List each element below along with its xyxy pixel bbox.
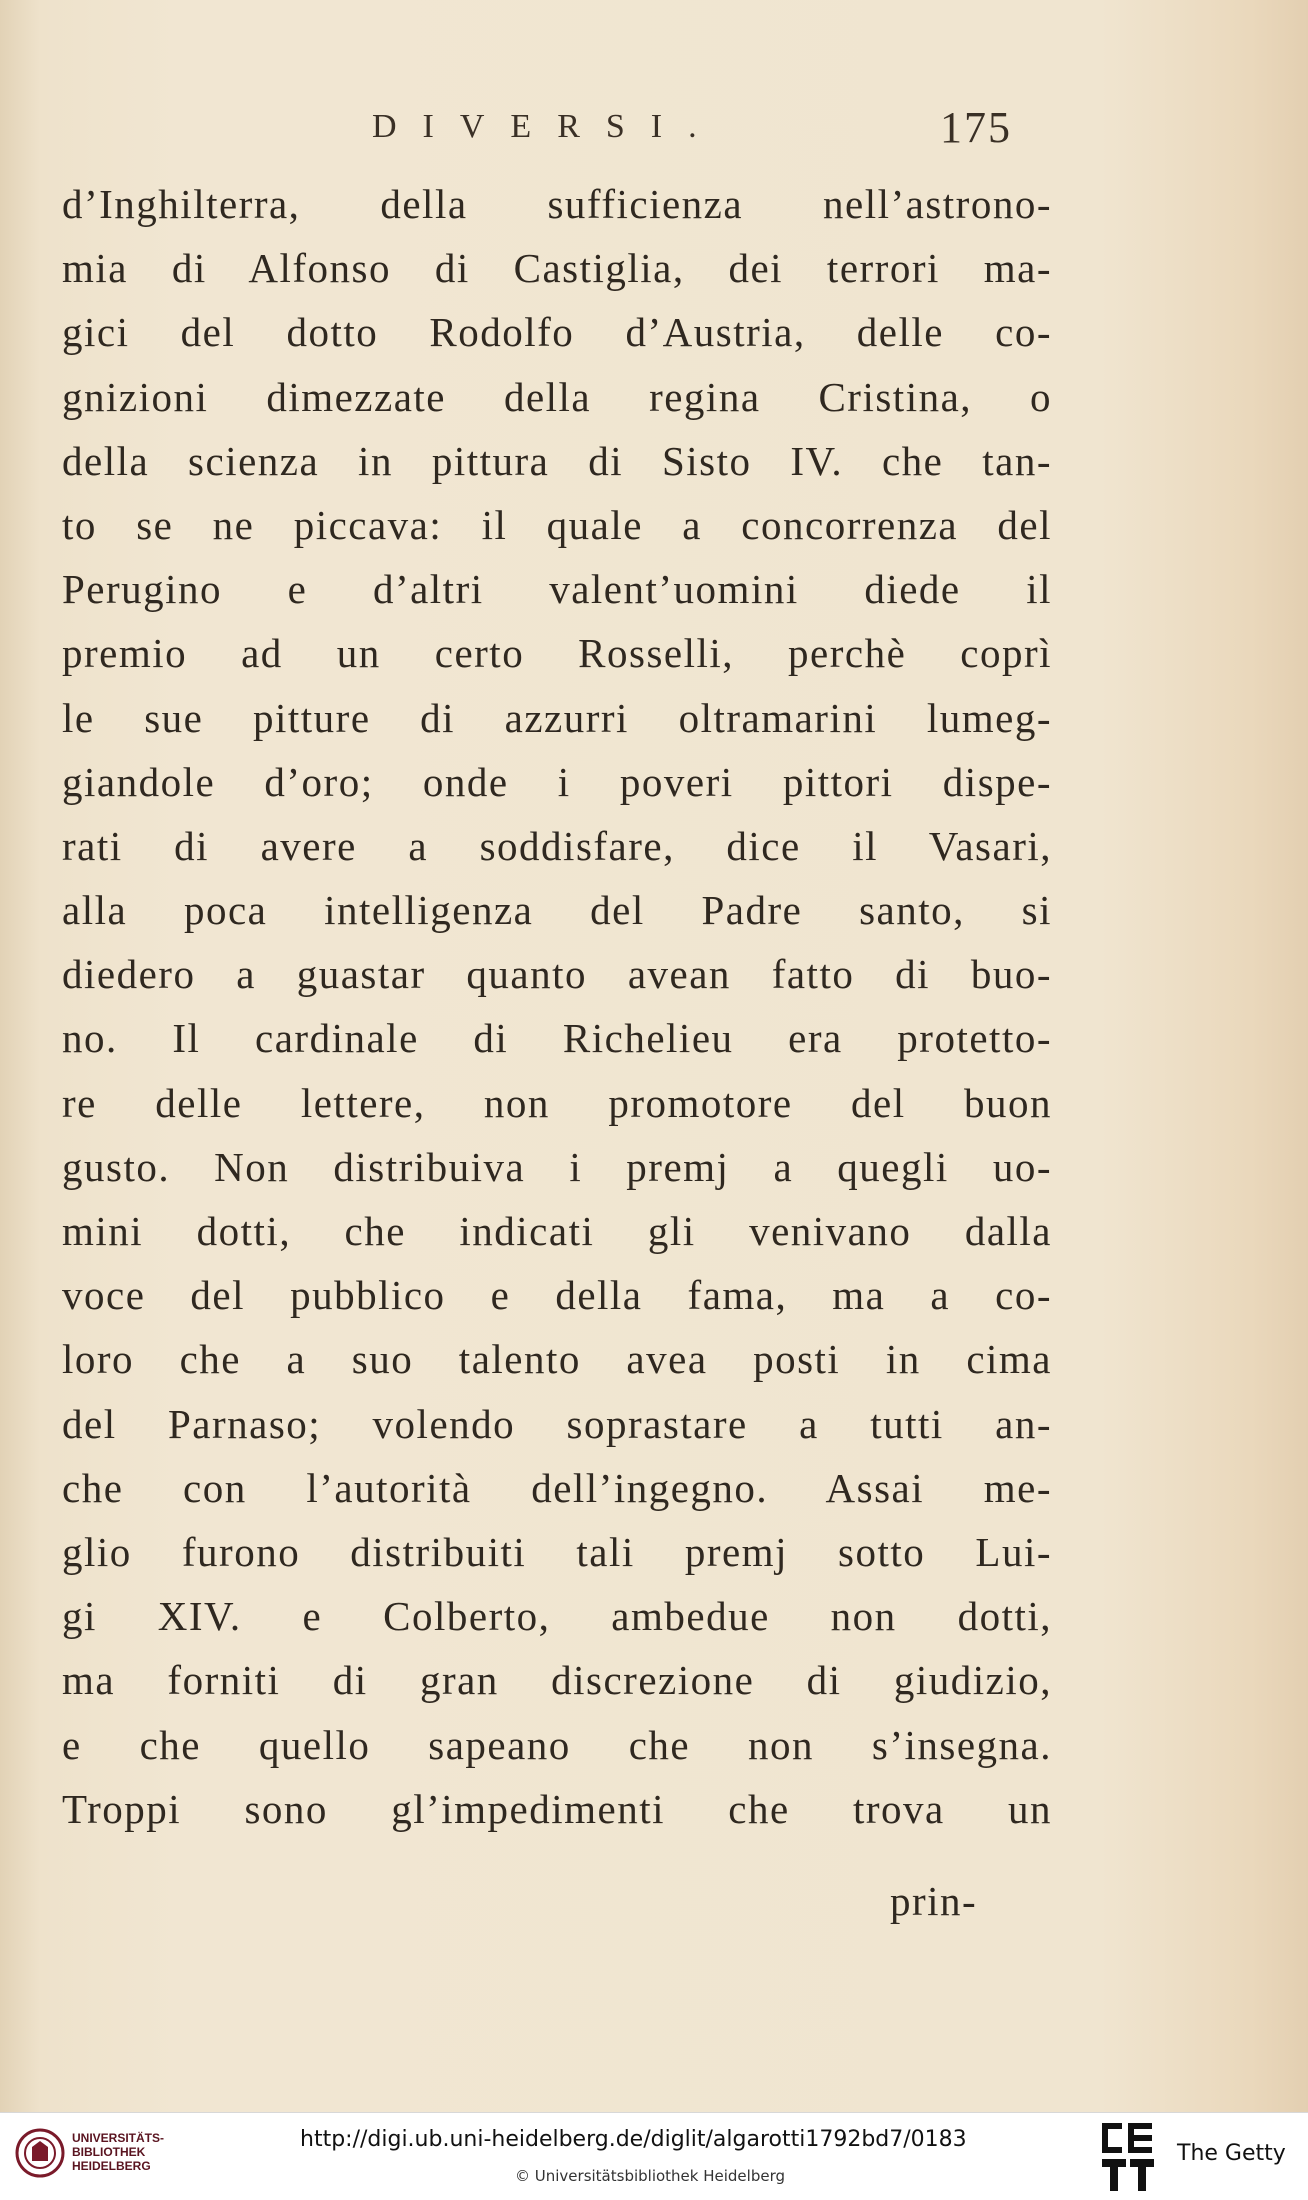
footer-bar [0, 2112, 1308, 2200]
library-seal-icon [14, 2127, 66, 2179]
text-line: gi XIV. e Colberto, ambedue non dotti, [62, 1593, 1052, 1640]
library-logo-text: UNIVERSITÄTS- BIBLIOTHEK HEIDELBERG [72, 2131, 165, 2173]
text-line: gnizioni dimezzate della regina Cristina, o [62, 373, 1052, 420]
text-line: ma forniti di gran discrezione di giudizio, [62, 1657, 1052, 1704]
text-line: le sue pitture di azzurri oltramarini lumeg- [62, 694, 1052, 741]
text-line: e che quello sapeano che non s’insegna. [62, 1721, 1052, 1768]
text-line: no. Il cardinale di Richelieu era protetto- [62, 1015, 1052, 1062]
text-line: diedero a guastar quanto avean fatto di buo- [62, 951, 1052, 998]
text-line: mia di Alfonso di Castiglia, dei terrori ma- [62, 245, 1052, 292]
page-number: 175 [940, 103, 1012, 152]
text-line: to se ne piccava: il quale a concorrenza del [62, 501, 1052, 548]
text-line: voce del pubblico e della fama, ma a co- [62, 1272, 1052, 1319]
body-text [62, 172, 1052, 1841]
text-line: mini dotti, che indicati gli venivano dalla [62, 1208, 1052, 1254]
text-line: Perugino e d’altri valent’uomini diede il [62, 566, 1052, 613]
text-line: gici del dotto Rodolfo d’Austria, delle co- [62, 309, 1052, 356]
text-line: loro che a suo talento avea posti in cima [62, 1336, 1052, 1383]
catchword: prin- [890, 1878, 978, 1924]
permalink-url[interactable]: http://digi.ub.uni-heidelberg.de/diglit/algarotti1792bd7/0183 [300, 2127, 967, 2152]
text-line: rati di avere a soddisfare, dice il Vasari, [62, 822, 1052, 869]
text-line: premio ad un certo Rosselli, perchè coprì [62, 630, 1052, 677]
text-line: gusto. Non distribuiva i premj a quegli uo- [62, 1143, 1052, 1190]
running-head [0, 103, 1308, 168]
university-library-logo[interactable] [14, 2123, 174, 2189]
text-line: d’Inghilterra, della sufficienza nell’astrono- [62, 181, 1052, 227]
text-line: alla poca intelligenza del Padre santo, si [62, 887, 1052, 934]
text-line: re delle lettere, non promotore del buon [62, 1079, 1052, 1126]
text-line: che con l’autorità dell’ingegno. Assai me- [62, 1464, 1052, 1511]
getty-wordmark: The Getty [1177, 2141, 1286, 2166]
text-line: giandole d’oro; onde i poveri pittori dispe- [62, 758, 1052, 805]
getty-logo-icon[interactable] [1100, 2121, 1156, 2193]
text-line: Troppi sono gl’impedimenti che trova un [62, 1785, 1052, 1832]
text-line: della scienza in pittura di Sisto IV. che tan- [62, 437, 1052, 484]
text-line: del Parnaso; volendo soprastare a tutti an- [62, 1400, 1052, 1447]
text-line: glio furono distribuiti tali premj sotto Lui- [62, 1528, 1052, 1575]
running-title: DIVERSI. [372, 108, 723, 145]
copyright-notice: © Universitätsbibliothek Heidelberg [515, 2167, 786, 2185]
